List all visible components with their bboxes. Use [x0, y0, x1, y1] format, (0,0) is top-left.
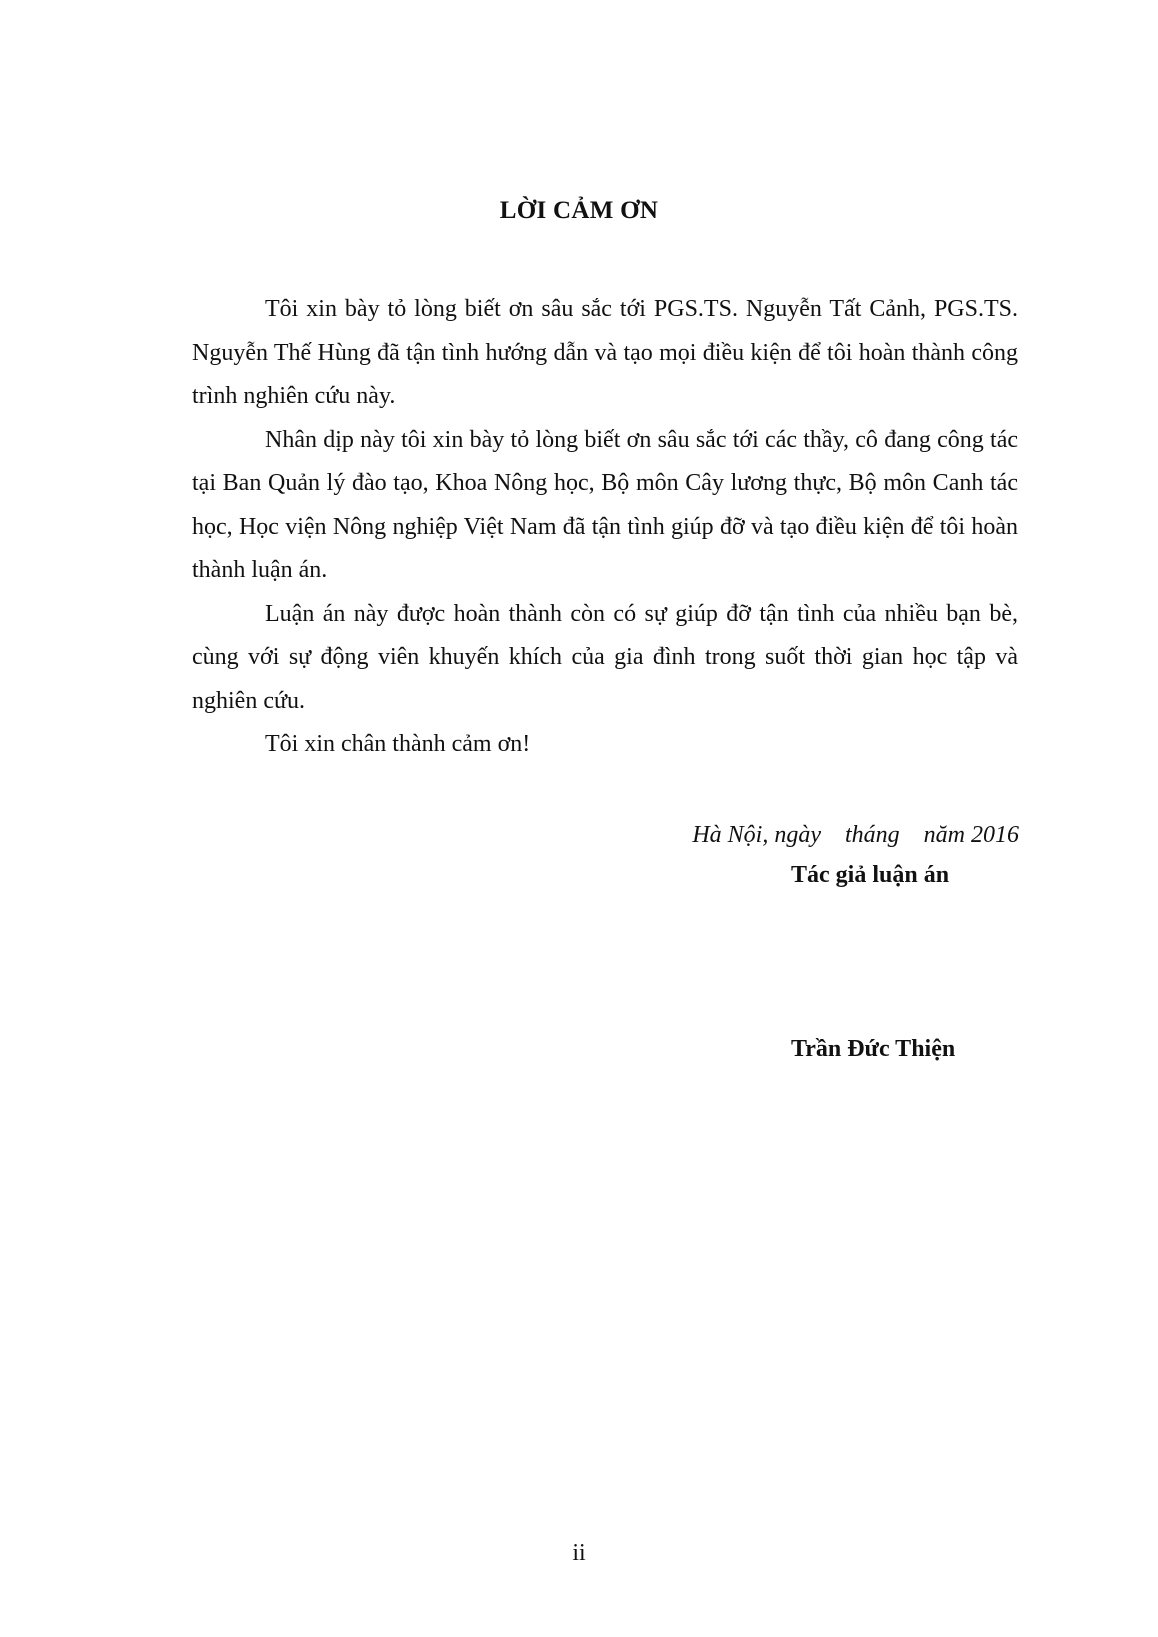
author-name: Trần Đức Thiện	[791, 1036, 956, 1062]
paragraph-4: Tôi xin chân thành cảm ơn!	[265, 731, 531, 757]
signature-title: Tác giả luận án	[791, 862, 950, 888]
page-title: LỜI CẢM ƠN	[499, 197, 659, 224]
acknowledgement-body	[192, 288, 1018, 767]
paragraph-2: Nhân dịp này tôi xin bày tỏ lòng biết ơn sâu sắc tới các thầy, cô đang công tác tại Ban Quản lý đào tạo, Khoa Nông học, Bộ môn Cây lương thực, Bộ môn Canh tác học, Học viện Nông nghiệp Việt Nam đã tận tình giúp đỡ và tạo điều kiện để tôi hoàn thành luận án.	[192, 426, 1018, 583]
paragraph-3: Luận án này được hoàn thành còn có sự giúp đỡ tận tình của nhiều bạn bè, cùng với sự động viên khuyến khích của gia đình trong suốt thời gian học tập và nghiên cứu.	[192, 600, 1018, 714]
paragraph-1: Tôi xin bày tỏ lòng biết ơn sâu sắc tới PGS.TS. Nguyễn Tất Cảnh, PGS.TS. Nguyễn Thế Hùng đã tận tình hướng dẫn và tạo mọi điều kiện để tôi hoàn thành công trình nghiên cứu này.	[192, 296, 1018, 409]
date-place-line: Hà Nội, ngày tháng năm 2016	[692, 822, 1019, 848]
page-number: ii	[572, 1540, 586, 1566]
